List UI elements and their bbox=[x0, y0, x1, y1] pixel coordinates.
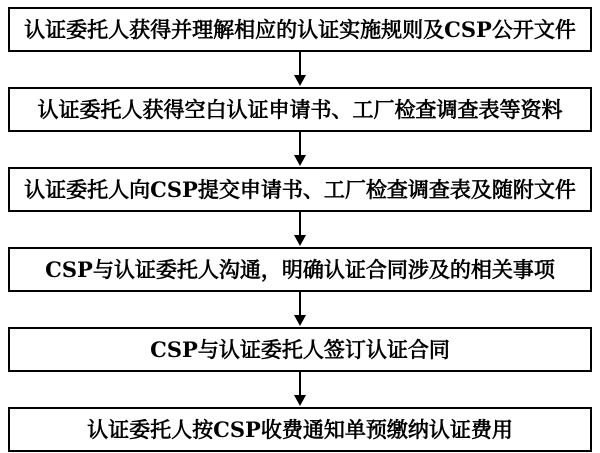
down-arrow-icon bbox=[299, 52, 301, 75]
connector-1-2 bbox=[299, 52, 301, 87]
flow-step-4-label: CSP与认证委托人沟通，明确认证合同涉及的相关事项 bbox=[45, 257, 555, 282]
connector-5-6 bbox=[299, 372, 301, 407]
down-arrow-icon bbox=[299, 132, 301, 155]
down-arrow-icon bbox=[299, 292, 301, 315]
down-arrow-icon bbox=[299, 372, 301, 395]
flow-step-4 bbox=[8, 247, 592, 292]
flow-step-3 bbox=[8, 167, 592, 212]
connector-3-4 bbox=[299, 212, 301, 247]
flow-step-1-label: 认证委托人获得并理解相应的认证实施规则及CSP公开文件 bbox=[24, 17, 576, 42]
flow-step-6-label: 认证委托人按CSP收费通知单预缴纳认证费用 bbox=[87, 417, 513, 442]
connector-4-5 bbox=[299, 292, 301, 327]
connector-2-3 bbox=[299, 132, 301, 167]
down-arrow-icon bbox=[299, 212, 301, 235]
flow-step-6 bbox=[8, 407, 592, 452]
flow-step-3-label: 认证委托人向CSP提交申请书、工厂检查调查表及随附文件 bbox=[24, 177, 576, 202]
flow-step-1 bbox=[8, 7, 592, 52]
flow-step-5-label: CSP与认证委托人签订认证合同 bbox=[150, 337, 450, 362]
flow-step-2-label: 认证委托人获得空白认证申请书、工厂检查调查表等资料 bbox=[37, 97, 563, 122]
flow-step-2 bbox=[8, 87, 592, 132]
flow-step-5 bbox=[8, 327, 592, 372]
